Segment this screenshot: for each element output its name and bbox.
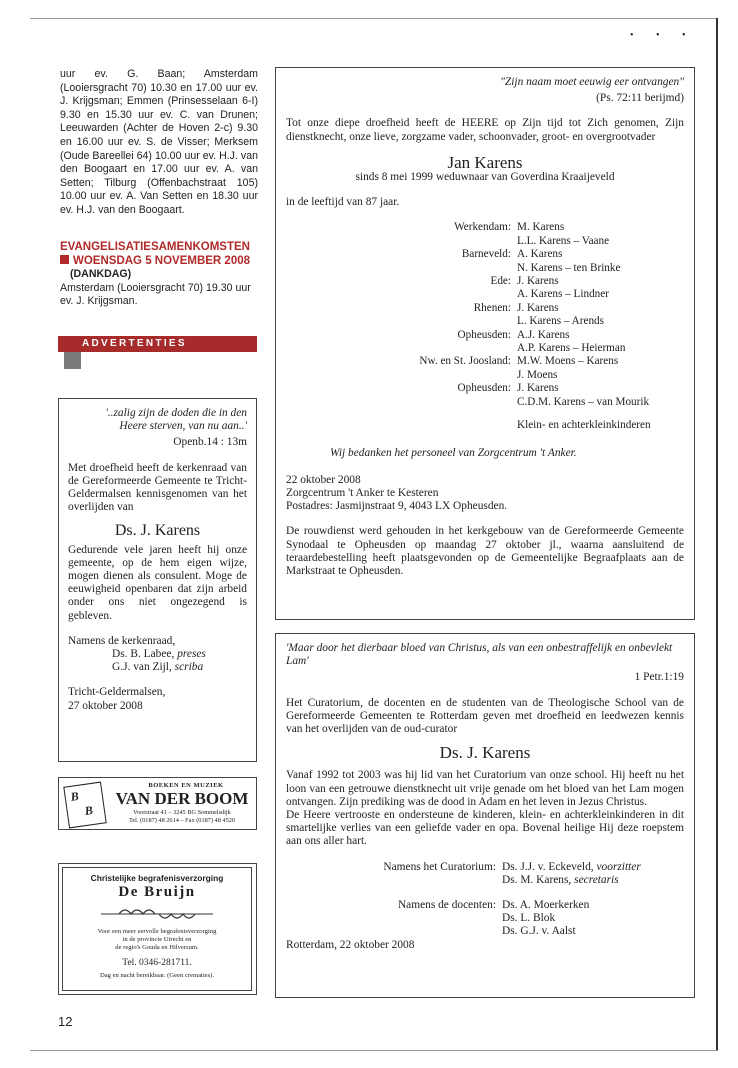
family-name: L. Karens – Arends [517,315,604,328]
notice1-widower: sinds 8 mei 1999 weduwnaar van Goverdina Kraaijeveld [355,171,615,184]
evangelisatie-section [60,240,258,309]
notice2-place-date: Rotterdam, 22 oktober 2008 [286,938,415,951]
advertenties-bar: ADVERTENTIES [58,336,257,352]
family-place: Barneveld: [461,248,511,261]
notice-kerkenraad [58,398,257,762]
family-name: C.D.M. Karens – van Mourik [517,395,650,408]
family-name: N. Karens – ten Brinke [517,261,621,274]
notice-quote-ref: Openb.14 : 13m [173,436,247,449]
page-border-right [716,18,718,1050]
notice1-age: in de leeftijd van 87 jaar. [286,196,400,209]
docent-name: Ds. G.J. v. Aalst [502,925,576,938]
family-list [286,221,684,432]
notice2-body2: De Heere vertrooste en ondersteune de kinderen, klein- en achterkleinkinderen in dit smartelijke verlies van een geliefde vader en opa. Bovenal heilige Hij deze roepstem aan ons aller hart. [286,809,684,848]
notice-jan-karens [275,67,695,620]
red-square-icon [60,255,69,264]
family-name: J. Karens [517,275,559,288]
notice1-date: 22 oktober 2008 [286,473,361,486]
family-name: M. Karens [517,221,565,234]
family-name: J. Moens [517,368,558,381]
page-border-top [30,18,716,19]
notice2-body1: Vanaf 1992 tot 2003 was hij lid van het Curatorium van onze school. Hij heeft nu het loon van een getrouwe dienstknecht uit vrije genade om het bloed van het Lam mogen ontvangen. Zijn prediking was de dood in Adam en het leven in Jezus Christus. [286,769,684,808]
curatorium-signatures [286,861,684,887]
family-place: Nw. en St. Joosland: [419,355,511,368]
ad-boom-name: VAN DER BOOM [115,789,249,808]
curator-2: Ds. M. Karens, secretaris [502,873,619,886]
family-place: Rhenen: [473,301,511,314]
family-place: Werkendam: [454,221,511,234]
family-place: Opheusden: [457,382,511,395]
page-border-bottom [30,1050,718,1051]
family-name: A.J. Karens [517,328,570,341]
notice-curatorium [275,633,695,998]
notice-quote-line1: '..zalig zijn de doden die in den [105,407,247,419]
notice2-intro: Het Curatorium, de docenten en de studenten van de Theologische School van de Gereformeerde Gemeenten te Rotterdam geven met droefheid en leedwezen kennis van het overlijden van de oud-curator [286,696,684,736]
church-services-text [60,68,258,218]
evangelisatie-text: Amsterdam (Looiersgracht 70) 19.30 uur ev. J. Krijgsman. [60,281,251,308]
ad-bruijn-hours: Dag en nacht bereikbaar. (Geen crematies). [99,972,215,979]
notice1-thanks: Wij bedanken het personeel van Zorgcentrum 't Anker. [330,446,577,459]
curatorium-label: Namens het Curatorium: [383,860,496,873]
sign-intro: Namens de kerkenraad, [68,634,176,647]
notice1-location: Zorgcentrum 't Anker te Kesteren [286,486,439,499]
curator-1: Ds. J.J. v. Eckeveld, voorzitter [502,860,641,873]
page-number: 12 [58,1014,73,1029]
family-name: L.L. Karens – Vaane [517,234,610,247]
notice-body: Gedurende vele jaren heeft hij onze gemeente, op de hem eigen wijze, mogen dienen als consulent. Moge de eeuwigheid openbaren dat zijn arbeid onder ons niet ongezegend is gebleven. [68,543,247,622]
family-name: A.P. Karens – Heierman [517,342,626,355]
ad-boom-small: BOEKEN EN MUZIEK [148,782,224,789]
notice2-quote-ref: 1 Petr.1:19 [634,671,684,684]
notice-place: Tricht-Geldermalsen, [68,686,166,699]
family-name: A. Karens [517,248,563,261]
services-paragraph: uur ev. G. Baan; Amsterdam (Looiersgracht 70) 10.30 en 17.00 uur ev. J. Krijgsman; Emmen (Prinsesselaan 6-I) 9.30 en 15.30 uur ev. C. van Drunen; Leeuwarden (Achter de Hoven 2-c) 9.30 en 16.00 uur ev. S. de Visser; Merksem (Oude Bareellei 64) 10.00 uur ev. H.J. van den Boogaart en 17.00 uur ev. A. van Setten; Tilburg (Offenbachstraat 105) 10.00 uur ev. A. Van Setten en 18.30 uur ev. H.J. van den Boogaart. [60,68,258,216]
docent-name: Ds. L. Blok [502,912,556,925]
signatory-1: Ds. B. Labee, preses [112,648,206,661]
dankdag-label: (DANKDAG) [70,268,132,280]
ad-de-bruijn [58,863,257,995]
family-place: Ede: [490,275,511,288]
notice-intro: Met droefheid heeft de kerkenraad van de Gereformeerde Gemeente te Tricht-Geldermalsen kennisgenomen van het overlijden van [68,461,247,514]
signatory-2: G.J. van Zijl, scriba [112,661,204,674]
docent-name: Ds. A. Moerkerken [502,899,590,912]
notice-date: 27 oktober 2008 [68,699,143,712]
advertenties-square [64,352,81,369]
book-logo-icon: B B [63,782,106,829]
notice2-name: Ds. J. Karens [439,743,531,763]
docenten-label: Namens de docenten: [397,899,496,912]
notice1-service: De rouwdienst werd gehouden in het kerkgebouw van de Gereformeerde Gemeente Synodaal te Opheusden op maandag 27 oktober jl., waarna aansluitend de teraardebestelling heeft plaatsgevonden op de Gemeentelijke Begraafplaats aan de Markstraat te Opheusden. [286,525,684,577]
notice2-quote: 'Maar door het dierbaar bloed van Christus, als van een onbestraffelijk en onbevlekt Lam' [286,642,673,668]
evangelisatie-date: WOENSDAG 5 NOVEMBER 2008 [60,254,258,268]
notice1-name: Jan Karens [447,152,523,172]
ad-bruijn-heading: Christelijke begrafenisverzorging [90,873,224,883]
family-name: J. Karens [517,301,559,314]
grandchildren: Klein- en achterkleinkinderen [517,419,651,432]
family-place: Opheusden: [457,328,511,341]
ad-boom-phone: Tel. (0187) 48 2614 – Fax (0187) 48 4520 [128,817,236,824]
evangelisatie-heading: EVANGELISATIESAMENKOMSTEN [60,241,250,253]
family-name: J. Karens [517,382,559,395]
ad-bruijn-text: Voor een meer eervolle begrafenisverzorging in de provincie Utrecht en de regio's Gouda en Hilversum. [97,928,217,952]
ad-bruijn-phone: Tel. 0346-281711. [122,958,192,968]
deceased-name: Ds. J. Karens [114,522,201,540]
notice1-postal: Postadres: Jasmijnstraat 9, 4043 LX Opheusden. [286,500,508,513]
laurel-ornament-icon [99,906,215,922]
family-name: A. Karens – Lindner [517,288,609,301]
notice1-quote-ref: (Ps. 72:11 berijmd) [596,92,684,105]
header-dots: • • • [630,30,696,41]
notice-quote-line2: Heere sterven, van nu aan..' [119,420,247,433]
notice1-quote: "Zijn naam moet eeuwig eer ontvangen" [500,76,684,88]
docent-signatures [286,899,684,939]
family-name: M.W. Moens – Karens [517,355,619,368]
ad-bruijn-name: De Bruijn [118,884,196,900]
notice1-intro: Tot onze diepe droefheid heeft de HEERE op Zijn tijd tot Zich genomen, Zijn dienstknecht, onze lieve, zorgzame vader, schoonvader, groot- en overgrootvader [286,117,684,143]
ad-boom-address: Voorstraat 41 – 3245 BG Sommelsdijk [133,809,231,816]
